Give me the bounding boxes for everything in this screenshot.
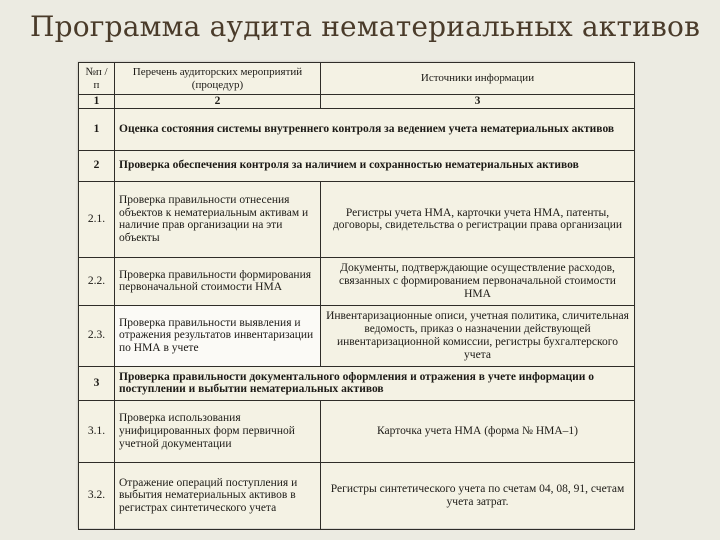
procedure-cell: Проверка использования унифицированных форм первичной учетной документации — [115, 400, 321, 462]
table-row — [79, 305, 635, 366]
sources-cell: Документы, подтверждающие осуществление расходов, связанных с формированием первоначальной стоимости НМА — [321, 257, 635, 305]
procedure-cell: Проверка правильности формирования первоначальной стоимости НМА — [115, 257, 321, 305]
header-sources: Источники информации — [321, 63, 635, 95]
row-number: 2.3. — [79, 305, 115, 366]
header-number-3: 3 — [321, 95, 635, 109]
procedure-cell: Отражение операций поступления и выбытия нематериальных активов в регистрах синтетического учета — [115, 462, 321, 529]
sources-cell: Регистры учета НМА, карточки учета НМА, патенты, договоры, свидетельства о регистрации права организации — [321, 181, 635, 257]
row-number: 3.2. — [79, 462, 115, 529]
table-row — [79, 462, 635, 529]
row-number: 2.1. — [79, 181, 115, 257]
table-row — [79, 257, 635, 305]
section-text: Проверка обеспечения контроля за наличием и сохранностью нематериальных активов — [115, 150, 635, 181]
table-row — [79, 400, 635, 462]
section-row — [79, 108, 635, 150]
header-num: №п /п — [79, 63, 115, 95]
section-text: Проверка правильности документального оформления и отражения в учете информации о поступлении и выбытии нематериальных активов — [115, 366, 635, 400]
row-number: 3 — [79, 366, 115, 400]
table-header-row — [79, 63, 635, 95]
row-number: 3.1. — [79, 400, 115, 462]
section-row — [79, 366, 635, 400]
procedure-cell: Проверка правильности отнесения объектов к нематериальным активам и наличие прав организации на эти объекты — [115, 181, 321, 257]
sources-cell: Инвентаризационные описи, учетная политика, сличительная ведомость, приказ о назначении действующей инвентаризационной комиссии, регистры бухгалтерского учета — [321, 305, 635, 366]
row-number: 2.2. — [79, 257, 115, 305]
audit-program-table — [78, 62, 635, 530]
slide-title: Программа аудита нематериальных активов — [30, 10, 701, 43]
header-number-2: 2 — [115, 95, 321, 109]
header-number-1: 1 — [79, 95, 115, 109]
audit-program-table-container — [78, 62, 634, 528]
table-row — [79, 181, 635, 257]
header-numbering-row — [79, 95, 635, 109]
sources-cell: Карточка учета НМА (форма № НМА–1) — [321, 400, 635, 462]
section-row — [79, 150, 635, 181]
row-number: 2 — [79, 150, 115, 181]
section-text: Оценка состояния системы внутреннего контроля за ведением учета нематериальных активов — [115, 108, 635, 150]
header-procedure: Перечень аудиторских мероприятий (процедур) — [115, 63, 321, 95]
row-number: 1 — [79, 108, 115, 150]
procedure-cell: Проверка правильности выявления и отражения результатов инвентаризации по НМА в учете — [115, 305, 321, 366]
sources-cell: Регистры синтетического учета по счетам 04, 08, 91, счетам учета затрат. — [321, 462, 635, 529]
